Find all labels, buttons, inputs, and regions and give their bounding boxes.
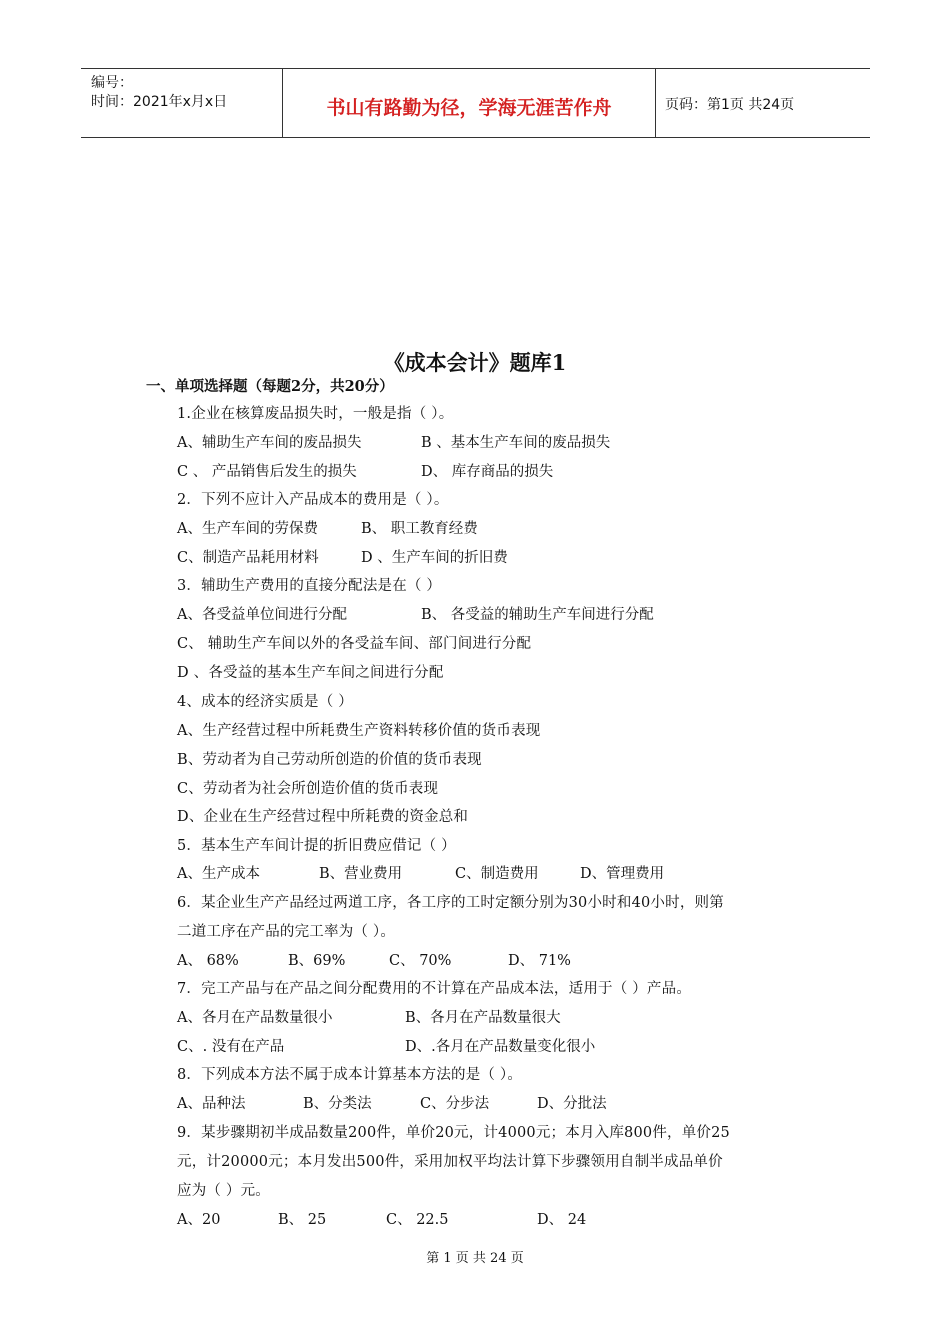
option: A、各受益单位间进行分配 [177, 607, 347, 623]
option: B、分类法 [303, 1096, 372, 1112]
question-line: C、劳动者为社会所创造价值的货币表现 [177, 781, 439, 797]
question-line: 3．辅助生产费用的直接分配法是在（ ） [177, 578, 442, 594]
option: A、生产成本 [177, 866, 260, 882]
option: B 、基本生产车间的废品损失 [421, 435, 611, 451]
option: D、 24 [537, 1212, 587, 1228]
header-page-cell [655, 69, 870, 137]
question-line: B、劳动者为自己劳动所创造的价值的货币表现 [177, 752, 482, 768]
option: B、 各受益的辅助生产车间进行分配 [421, 607, 654, 623]
date-label: 时间：2021年x月x日 [91, 94, 228, 110]
option: A、辅助生产车间的废品损失 [177, 435, 362, 451]
document-title: 《成本会计》题库1 [383, 350, 567, 375]
option: D、管理费用 [580, 866, 665, 882]
option: B、 职工教育经费 [361, 521, 478, 537]
header-motto-cell [282, 69, 656, 137]
question-line: 7．完工产品与在产品之间分配费用的不计算在产品成本法，适用于（ ）产品。 [177, 981, 692, 997]
option: B、 25 [278, 1212, 327, 1228]
question-line: 9．某步骤期初半成品数量200件，单价20元，计4000元；本月入库800件，单价25 [177, 1125, 730, 1141]
option: C 、 产品销售后发生的损失 [177, 464, 357, 480]
option: C、 22.5 [386, 1212, 449, 1228]
option: C、 70% [389, 953, 452, 969]
question-line: 8．下列成本方法不属于成本计算基本方法的是（ ）。 [177, 1067, 523, 1083]
option: B、69% [288, 953, 346, 969]
question-line: 1.企业在核算废品损失时，一般是指（ ）。 [177, 406, 454, 422]
header-table [81, 68, 870, 138]
option: B、各月在产品数量很大 [405, 1010, 561, 1026]
option: A、20 [177, 1212, 221, 1228]
option: D、分批法 [537, 1096, 607, 1112]
option: C、. 没有在产品 [177, 1039, 285, 1055]
section-heading: 一、单项选择题（每题2分，共20分） [146, 378, 394, 395]
option: C、制造费用 [455, 866, 539, 882]
question-line: D、企业在生产经营过程中所耗费的资金总和 [177, 809, 469, 825]
question-line: D 、各受益的基本生产车间之间进行分配 [177, 665, 444, 681]
option: A、品种法 [177, 1096, 246, 1112]
option: C、制造产品耗用材料 [177, 550, 319, 566]
option: D、.各月在产品数量变化很小 [405, 1039, 596, 1055]
question-line: 5．基本生产车间计提的折旧费应借记（ ） [177, 838, 456, 854]
option: D、 71% [508, 953, 571, 969]
option: C、分步法 [420, 1096, 490, 1112]
header-info-cell [81, 69, 281, 137]
option: D 、生产车间的折旧费 [361, 550, 508, 566]
number-label: 编号： [91, 75, 133, 91]
question-line: C、 辅助生产车间以外的各受益车间、部门间进行分配 [177, 636, 532, 652]
question-line: 2．下列不应计入产品成本的费用是（ ）。 [177, 492, 449, 508]
page-label: 页码：第1页 共24页 [665, 97, 795, 113]
page-footer: 第 1 页 共 24 页 [426, 1251, 524, 1266]
option: A、生产车间的劳保费 [177, 521, 318, 537]
motto: 书山有路勤为径，学海无涯苦作舟 [326, 97, 612, 119]
question-line: 元，计20000元；本月发出500件，采用加权平均法计算下步骤领用自制半成品单价 [177, 1154, 723, 1170]
option: D、 库存商品的损失 [421, 464, 554, 480]
question-line: 应为（ ）元。 [177, 1183, 271, 1199]
question-line: 6．某企业生产产品经过两道工序，各工序的工时定额分别为30小时和40小时，则第 [177, 895, 724, 911]
question-line: A、生产经营过程中所耗费生产资料转移价值的货币表现 [177, 723, 541, 739]
option: A、各月在产品数量很小 [177, 1010, 333, 1026]
option: A、 68% [177, 953, 239, 969]
question-line: 4、成本的经济实质是（ ） [177, 694, 353, 710]
option: B、营业费用 [319, 866, 403, 882]
question-line: 二道工序在产品的完工率为（ ）。 [177, 924, 396, 940]
